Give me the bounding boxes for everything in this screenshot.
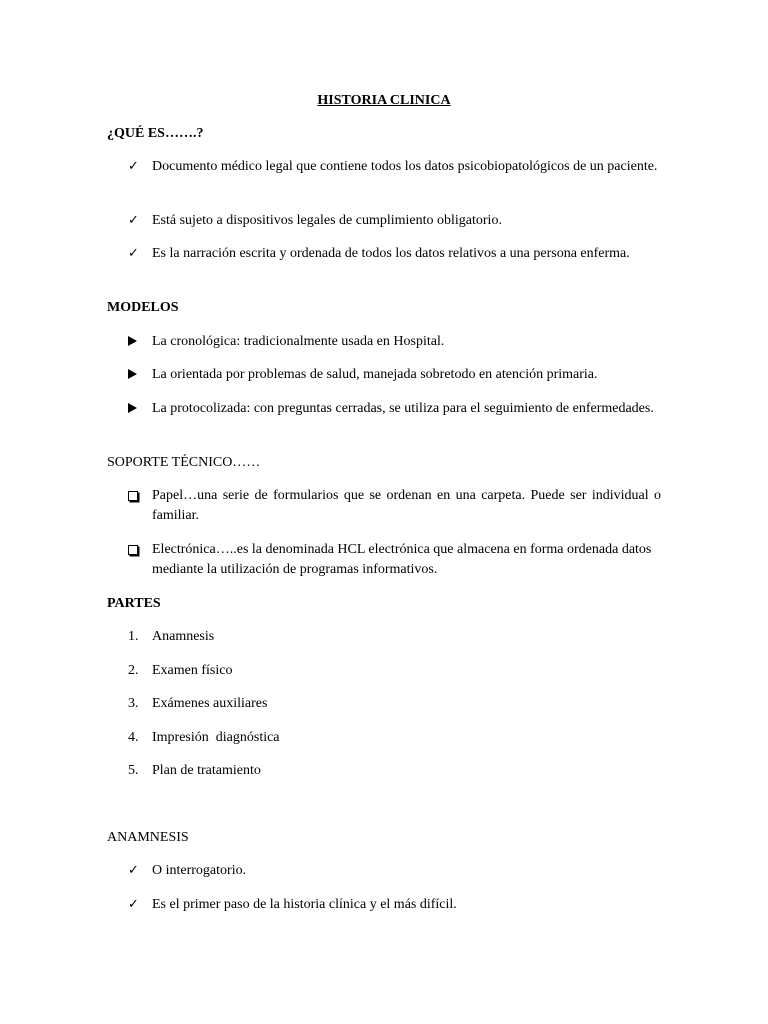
list-item: La protocolizada: con preguntas cerradas, se utiliza para el seguimiento de enfermedades.	[107, 399, 661, 419]
section-heading-soporte-tecnico: SOPORTE TÉCNICO……	[107, 455, 261, 470]
section-heading-que-es: ¿QUÉ ES…….?	[107, 126, 204, 141]
list-item: Papel…una serie de formularios que se ordenan en una carpeta. Puede ser individual o familiar.	[107, 486, 661, 526]
numbered-item: 1. Anamnesis	[107, 627, 661, 647]
list-item: Electrónica…..es la denominada HCL electrónica que almacena en forma ordenada datos mediante la utilización de programas informativos.	[107, 540, 661, 580]
check-icon: ✓	[128, 213, 139, 228]
section-heading-partes: PARTES	[107, 596, 161, 611]
arrow-bullet-icon	[128, 365, 148, 386]
numbered-item: 3. Exámenes auxiliares	[107, 694, 661, 714]
list-item: ✓ O interrogatorio.	[107, 861, 661, 881]
arrow-bullet-icon	[128, 399, 148, 420]
list-item: ✓ Documento médico legal que contiene todos los datos psicobiopatológicos de un paciente.	[107, 157, 661, 177]
list-number: 3.	[128, 696, 139, 711]
check-icon: ✓	[128, 863, 139, 878]
list-item: ✓ Es la narración escrita y ordenada de todos los datos relativos a una persona enferma.	[107, 244, 661, 264]
list-item: ✓ Está sujeto a dispositivos legales de cumplimiento obligatorio.	[107, 211, 661, 231]
numbered-item: 2. Examen físico	[107, 661, 661, 681]
list-number: 4.	[128, 730, 139, 745]
numbered-item: 4. Impresión diagnóstica	[107, 728, 661, 748]
list-number: 2.	[128, 663, 139, 678]
list-item: ✓ Es el primer paso de la historia clínica y el más difícil.	[107, 895, 661, 915]
section-heading-anamnesis: ANAMNESIS	[107, 830, 189, 845]
list-item: La orientada por problemas de salud, manejada sobretodo en atención primaria.	[107, 365, 661, 385]
section-heading-modelos: MODELOS	[107, 300, 179, 315]
numbered-item: 5. Plan de tratamiento	[107, 761, 661, 781]
square-bullet-icon	[128, 540, 148, 562]
list-item: La cronológica: tradicionalmente usada en Hospital.	[107, 332, 661, 352]
check-icon: ✓	[128, 897, 139, 912]
square-bullet-icon	[128, 486, 148, 508]
check-icon: ✓	[128, 159, 139, 174]
list-number: 5.	[128, 763, 139, 778]
check-icon: ✓	[128, 246, 139, 261]
list-number: 1.	[128, 629, 139, 644]
arrow-bullet-icon	[128, 332, 148, 353]
document-title: HISTORIA CLINICA	[317, 93, 451, 108]
